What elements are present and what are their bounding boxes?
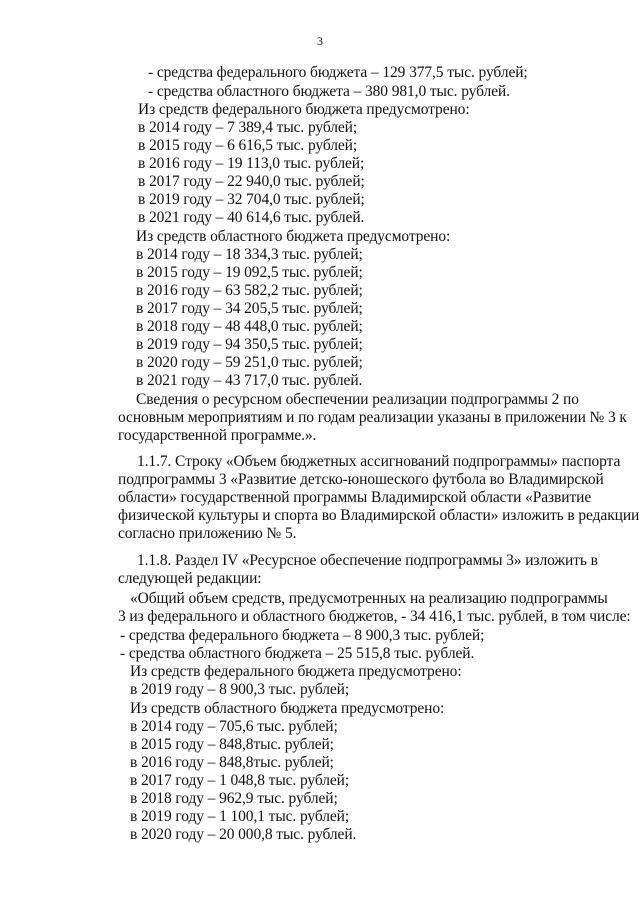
text-line: основным мероприятиям и по годам реализации указаны в приложении № 3 к <box>118 409 627 426</box>
text-line: в 2016 году – 63 582,2 тыс. рублей; <box>136 282 363 299</box>
text-line: в 2019 году – 94 350,5 тыс. рублей; <box>136 336 363 353</box>
text-line: следующей редакции: <box>118 570 262 587</box>
text-line: Сведения о ресурсном обеспечении реализации подпрограммы 2 по <box>136 391 579 408</box>
text-line: в 2018 году – 48 448,0 тыс. рублей; <box>136 318 363 335</box>
text-line: - средства федерального бюджета – 8 900,3 тыс. рублей; <box>120 627 485 644</box>
text-line: физической культуры и спорта во Владимирской области» изложить в редакции <box>118 507 640 524</box>
text-line: Из средств областного бюджета предусмотрено: <box>130 700 445 717</box>
text-line: - средства областного бюджета – 25 515,8 тыс. рублей. <box>120 645 475 662</box>
text-line: в 2021 году – 43 717,0 тыс. рублей. <box>136 372 363 389</box>
text-line: в 2015 году – 19 092,5 тыс. рублей; <box>136 264 363 281</box>
text-line: - средства федерального бюджета – 129 377,5 тыс. рублей; <box>148 64 528 81</box>
text-line: в 2019 году – 8 900,3 тыс. рублей; <box>130 681 350 698</box>
text-line: «Общий объем средств, предусмотренных на реализацию подпрограммы <box>130 590 608 607</box>
text-line: в 2018 году – 962,9 тыс. рублей; <box>130 790 338 807</box>
text-line: - средства областного бюджета – 380 981,0 тыс. рублей. <box>148 83 510 100</box>
text-line: 1.1.8. Раздел IV «Ресурсное обеспечение подпрограммы 3» изложить в <box>137 552 598 569</box>
text-line: согласно приложению № 5. <box>118 525 297 542</box>
text-line: в 2017 году – 22 940,0 тыс. рублей; <box>138 173 365 190</box>
text-line: в 2014 году – 18 334,3 тыс. рублей; <box>136 246 363 263</box>
text-line: в 2021 году – 40 614,6 тыс. рублей. <box>138 209 365 226</box>
page-number: 3 <box>317 34 323 48</box>
text-line: в 2016 году – 848,8тыс. рублей; <box>130 754 334 771</box>
text-line: подпрограммы 3 «Развитие детско-юношеского футбола во Владимирской <box>118 471 604 488</box>
text-line: Из средств федерального бюджета предусмотрено: <box>138 101 470 118</box>
text-line: в 2019 году – 32 704,0 тыс. рублей; <box>138 191 365 208</box>
text-line: 1.1.7. Строку «Объем бюджетных ассигнований подпрограммы» паспорта <box>137 453 621 470</box>
text-line: 3 из федерального и областного бюджетов, - 34 416,1 тыс. рублей, в том числе: <box>118 608 631 625</box>
text-line: в 2015 году – 848,8тыс. рублей; <box>130 736 334 753</box>
text-line: в 2017 году – 1 048,8 тыс. рублей; <box>130 772 350 789</box>
text-line: в 2020 году – 20 000,8 тыс. рублей. <box>130 826 357 843</box>
text-line: в 2014 году – 7 389,4 тыс. рублей; <box>138 119 358 136</box>
text-line: в 2017 году – 34 205,5 тыс. рублей; <box>136 300 363 317</box>
text-line: в 2016 году – 19 113,0 тыс. рублей; <box>138 155 365 172</box>
text-line: Из средств областного бюджета предусмотрено: <box>136 228 451 245</box>
text-line: в 2015 году – 6 616,5 тыс. рублей; <box>138 137 358 154</box>
text-line: в 2014 году – 705,6 тыс. рублей; <box>130 718 338 735</box>
text-line: государственной программе.». <box>118 427 317 444</box>
text-line: в 2019 году – 1 100,1 тыс. рублей; <box>130 808 350 825</box>
text-line: области» государственной программы Владимирской области «Развитие <box>118 489 592 506</box>
text-line: Из средств федерального бюджета предусмотрено: <box>130 663 462 680</box>
text-line: в 2020 году – 59 251,0 тыс. рублей; <box>136 354 363 371</box>
